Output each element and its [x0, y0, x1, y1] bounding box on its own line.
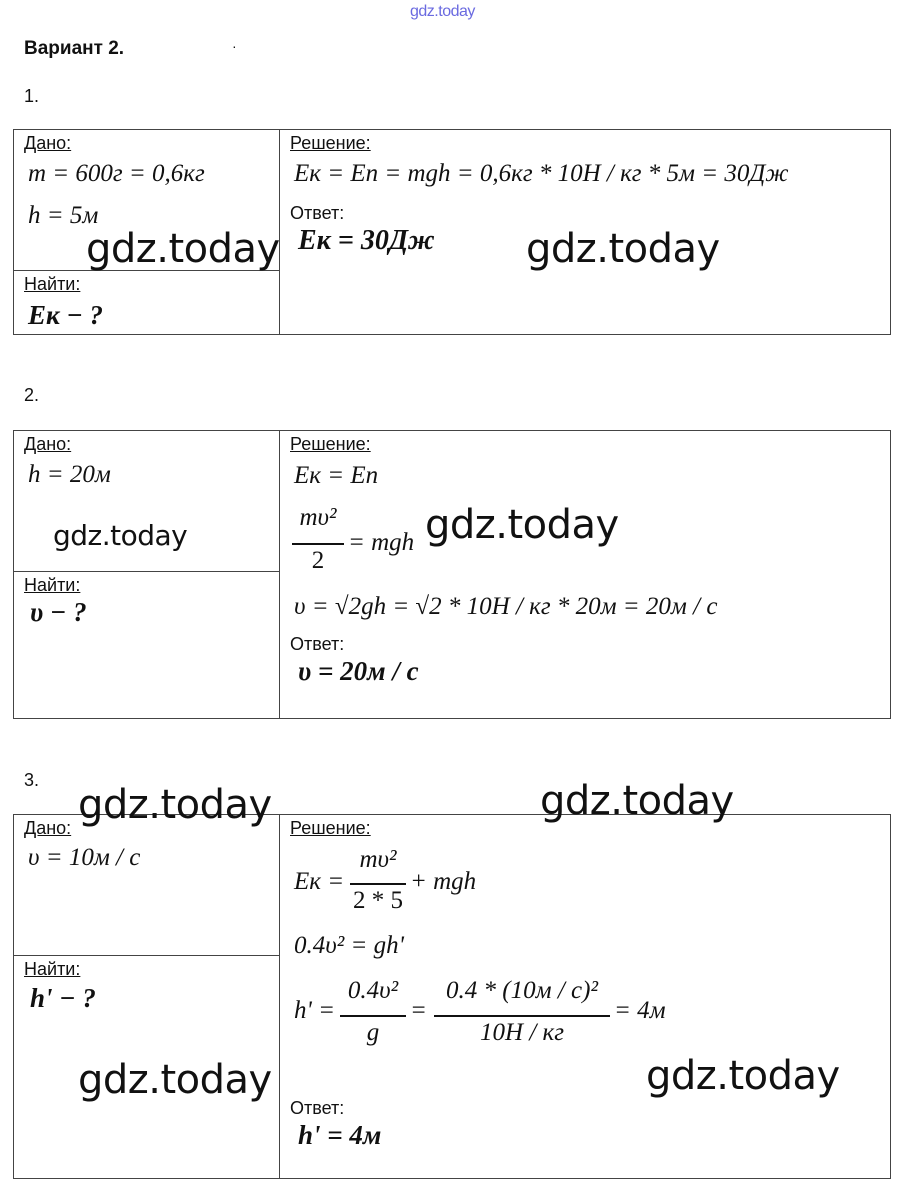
- given-label: Дано:: [24, 434, 72, 454]
- answer-value: h' = 4м: [298, 1120, 382, 1150]
- fraction-bar: [350, 883, 406, 885]
- solution-label: Решение:: [290, 133, 371, 153]
- fraction-numerator: 0.4 * (10м / с)²: [446, 977, 598, 1004]
- given-line: υ = 10м / с: [28, 844, 141, 871]
- fraction-numerator: 0.4υ²: [347, 977, 399, 1004]
- solution-label: Решение:: [290, 818, 371, 838]
- fraction-numerator: mυ²: [299, 504, 337, 531]
- solution-label: Решение:: [290, 434, 371, 454]
- watermark: gdz.today: [540, 778, 734, 824]
- solution-line: = mgh: [348, 529, 415, 556]
- solution-line: =: [410, 997, 427, 1024]
- find-label: Найти:: [24, 575, 81, 595]
- problem-2-number: 2.: [24, 385, 40, 405]
- solution-line: υ = √2gh = √2 * 10Н / кг * 20м = 20м / с: [294, 593, 718, 620]
- problem-2-table: [13, 430, 891, 719]
- answer-label: Ответ:: [290, 1098, 345, 1118]
- answer-value: υ = 20м / с: [298, 656, 419, 686]
- fraction-denominator: g: [366, 1019, 380, 1046]
- fraction-denominator: 2: [311, 547, 325, 574]
- page-title: Вариант 2.: [24, 38, 125, 59]
- heading-dot: ·: [232, 38, 237, 54]
- find-value: h' − ?: [30, 983, 96, 1013]
- given-line: m = 600г = 0,6кг: [28, 160, 205, 187]
- given-line: h = 20м: [28, 461, 111, 488]
- find-label: Найти:: [24, 274, 81, 294]
- problem-1-number: 1.: [24, 86, 40, 106]
- given-label: Дано:: [24, 133, 72, 153]
- answer-value: Eк = 30Дж: [298, 225, 435, 256]
- site-watermark: gdz.today: [410, 3, 475, 20]
- answer-label: Ответ:: [290, 634, 345, 654]
- watermark: gdz.today: [646, 1053, 840, 1099]
- solution-line: Eк = Eп: [294, 462, 379, 489]
- find-value: υ − ?: [30, 597, 87, 627]
- fraction-bar: [434, 1015, 610, 1017]
- find-label: Найти:: [24, 959, 81, 979]
- solution-line: Eк = Eп = mgh = 0,6кг * 10Н / кг * 5м = 30Дж: [294, 160, 789, 187]
- watermark: gdz.today: [86, 226, 280, 272]
- given-label: Дано:: [24, 818, 72, 838]
- answer-label: Ответ:: [290, 203, 345, 223]
- given-line: h = 5м: [28, 202, 99, 229]
- fraction-denominator: 10Н / кг: [480, 1019, 564, 1046]
- watermark: gdz.today: [526, 226, 720, 272]
- fraction-denominator: 2 * 5: [353, 887, 403, 914]
- find-value: Eк − ?: [28, 300, 104, 330]
- solution-line: = 4м: [614, 997, 666, 1024]
- solution-line: h' =: [294, 997, 335, 1024]
- watermark: gdz.today: [78, 782, 272, 828]
- fraction-numerator: mυ²: [359, 846, 397, 873]
- fraction-bar: [340, 1015, 406, 1017]
- watermark: gdz.today: [425, 502, 619, 548]
- solution-line: Eк =: [294, 868, 345, 895]
- solution-line: 0.4υ² = gh': [294, 932, 404, 959]
- fraction-bar: [292, 543, 344, 545]
- watermark: gdz.today: [53, 519, 188, 552]
- problem-3-number: 3.: [24, 770, 40, 790]
- solution-line: + mgh: [410, 868, 477, 895]
- watermark: gdz.today: [78, 1057, 272, 1103]
